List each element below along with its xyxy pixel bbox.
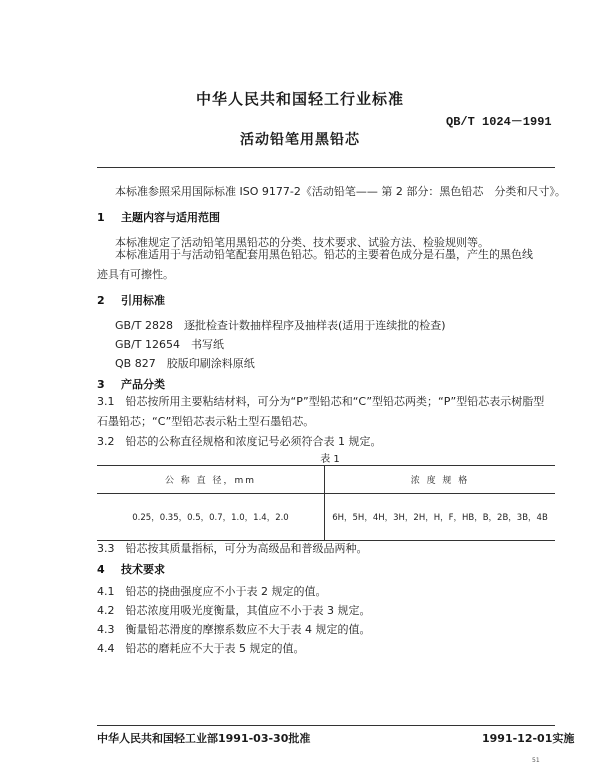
section-3-heading: [97, 376, 165, 392]
issuing-organization: 中华人民共和国轻工行业标准: [195, 90, 404, 108]
section-4-heading: [97, 561, 165, 577]
top-divider: [97, 167, 555, 168]
clause-3-3: [97, 540, 368, 556]
section-4-title: 技术要求: [121, 563, 165, 576]
clause-3-1: [97, 392, 555, 432]
clause-3-2-number: 3.2: [97, 435, 115, 448]
clause-3-2: [97, 433, 382, 449]
clause-4-4: [97, 640, 305, 656]
implementation-date: 1991-12-01实施: [482, 732, 575, 745]
section-1-heading: [97, 209, 220, 225]
section-2-title: 引用标准: [121, 294, 165, 307]
approval-line: 中华人民共和国轻工业部1991-03-30批准: [97, 732, 311, 745]
clause-number: 4.1: [97, 585, 115, 598]
table-header-row: [97, 466, 555, 494]
reference-item: GB/T 12654 书写纸: [115, 338, 224, 351]
section-2-number: 2: [97, 294, 105, 307]
document-title: 活动铅笔用黑铅芯: [240, 132, 360, 148]
table-header-grade: 浓 度 规 格: [325, 466, 556, 494]
section-1-number: 1: [97, 211, 105, 224]
clause-4-1: [97, 583, 327, 599]
clause-3-2-text: 铅芯的公称直径规格和浓度记号必须符合表 1 规定。: [125, 435, 382, 448]
clause-text: 铅芯的磨耗应不大于表 5 规定的值。: [125, 642, 305, 655]
section-1-para-1: 本标准规定了活动铅笔用黑铅芯的分类、技术要求、试验方法、检验规则等。: [115, 236, 489, 249]
clause-number: 4.2: [97, 604, 115, 617]
clause-number: 4.3: [97, 623, 115, 636]
clause-number: 4.4: [97, 642, 115, 655]
clause-text: 铅芯的挠曲强度应不小于表 2 规定的值。: [125, 585, 327, 598]
section-3-number: 3: [97, 378, 105, 391]
section-2-heading: [97, 292, 165, 308]
page-number: 51: [532, 757, 540, 764]
clause-3-1-text: 铅芯按所用主要粘结材料，可分为“P”型铅芯和“C”型铅芯两类；“P”型铅芯表示树脂型石墨铅芯；“C”型铅芯表示粘土型石墨铅芯。: [97, 395, 545, 428]
reference-item: GB/T 2828 逐批检查计数抽样程序及抽样表(适用于连续批的检查): [115, 319, 446, 332]
table-row: [97, 494, 555, 541]
clause-3-1-number: 3.1: [97, 395, 115, 408]
table-header-diameter: 公 称 直 径，mm: [97, 466, 325, 494]
table-1-caption: 表 1: [320, 454, 340, 465]
bottom-divider: [97, 725, 555, 726]
section-4-number: 4: [97, 563, 105, 576]
clause-3-3-text: 铅芯按其质量指标，可分为高级品和普级品两种。: [125, 542, 368, 555]
reference-item: QB 827 胶版印刷涂料原纸: [115, 357, 255, 370]
clause-text: 铅芯浓度用吸光度衡量，其值应不小于表 3 规定。: [125, 604, 371, 617]
table-cell-diameters: 0.25，0.35，0.5，0.7，1.0，1.4，2.0: [97, 494, 325, 541]
standard-code: QB/T 1024－1991: [446, 115, 552, 129]
table-1: [97, 465, 555, 541]
clause-4-3: [97, 621, 371, 637]
table-cell-grades: 6H，5H，4H，3H，2H，H，F，HB，B，2B，3B，4B: [325, 494, 556, 541]
intro-paragraph: 本标准参照采用国际标准 ISO 9177-2《活动铅笔—— 第 2 部分：黑色铅芯 分类和尺寸》。: [115, 185, 566, 198]
section-1-para-2: 本标准适用于与活动铅笔配套用黑色铅芯。铅芯的主要着色成分是石墨，产生的黑色线迹具有可擦性。: [97, 248, 533, 281]
clause-4-2: [97, 602, 371, 618]
section-1-title: 主题内容与适用范围: [121, 211, 220, 224]
clause-3-3-number: 3.3: [97, 542, 115, 555]
section-3-title: 产品分类: [121, 378, 165, 391]
clause-text: 衡量铅芯滑度的摩擦系数应不大于表 4 规定的值。: [125, 623, 371, 636]
